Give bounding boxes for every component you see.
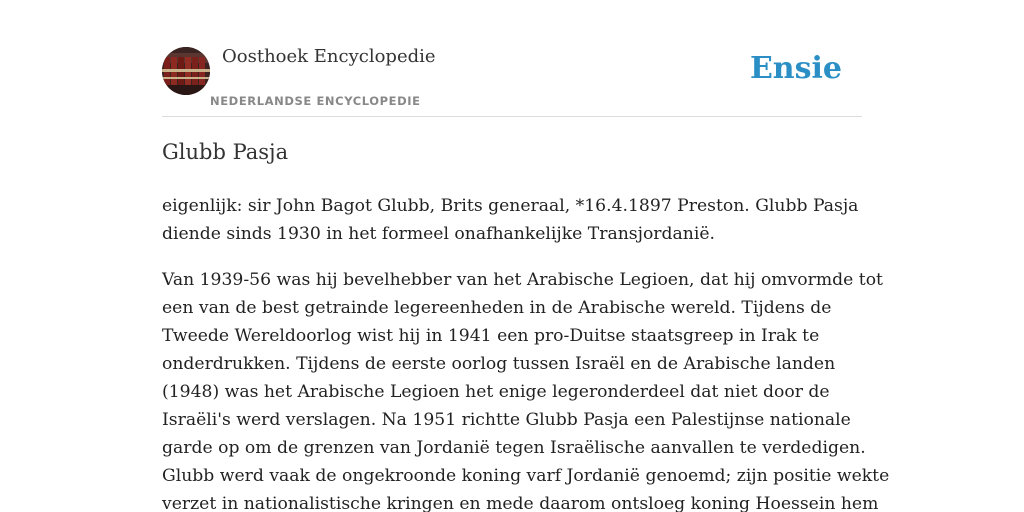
encyclopedia-books-logo[interactable] xyxy=(162,47,210,95)
site-subtitle: NEDERLANDSE ENCYCLOPEDIE xyxy=(210,94,421,108)
text-line: Israëli's werd verslagen. Na 1951 richtte Glubb Pasja een Palestijnse nationale xyxy=(162,410,851,430)
text-line: Glubb werd vaak de ongekroonde koning varf Jordanië genoemd; zijn positie wekte xyxy=(162,466,890,486)
text-line: Van 1939-56 was hij bevelhebber van het Arabische Legioen, dat hij omvormde tot xyxy=(162,270,883,290)
text-line: Tweede Wereldoorlog wist hij in 1941 een pro-Duitse staatsgreep in Irak te xyxy=(162,326,820,346)
article-paragraph xyxy=(162,266,890,512)
site-header xyxy=(162,40,862,117)
text-line: verzet in nationalistische kringen en mede daarom ontsloeg koning Hoessein hem xyxy=(162,494,879,512)
article-title: Glubb Pasja xyxy=(162,140,289,164)
text-line: onderdrukken. Tijdens de eerste oorlog tussen Israël en de Arabische landen xyxy=(162,354,836,374)
text-line: garde op om de grenzen van Jordanië tegen Israëlische aanvallen te verdedigen. xyxy=(162,438,866,458)
ensie-brand-link[interactable]: Ensie xyxy=(749,51,842,86)
site-title[interactable]: Oosthoek Encyclopedie xyxy=(222,46,436,67)
text-line: eigenlijk: sir John Bagot Glubb, Brits generaal, *16.4.1897 Preston. Glubb Pasja xyxy=(162,196,859,216)
article-paragraph xyxy=(162,192,862,248)
text-line: (1948) was het Arabische Legioen het enige legeronderdeel dat niet door de xyxy=(162,382,830,402)
text-line: een van de best getrainde legereenheden in de Arabische wereld. Tijdens de xyxy=(162,298,832,318)
article-body xyxy=(162,192,890,512)
books-icon xyxy=(162,47,210,95)
text-line: diende sinds 1930 in het formeel onafhankelijke Transjordanië. xyxy=(162,224,715,244)
